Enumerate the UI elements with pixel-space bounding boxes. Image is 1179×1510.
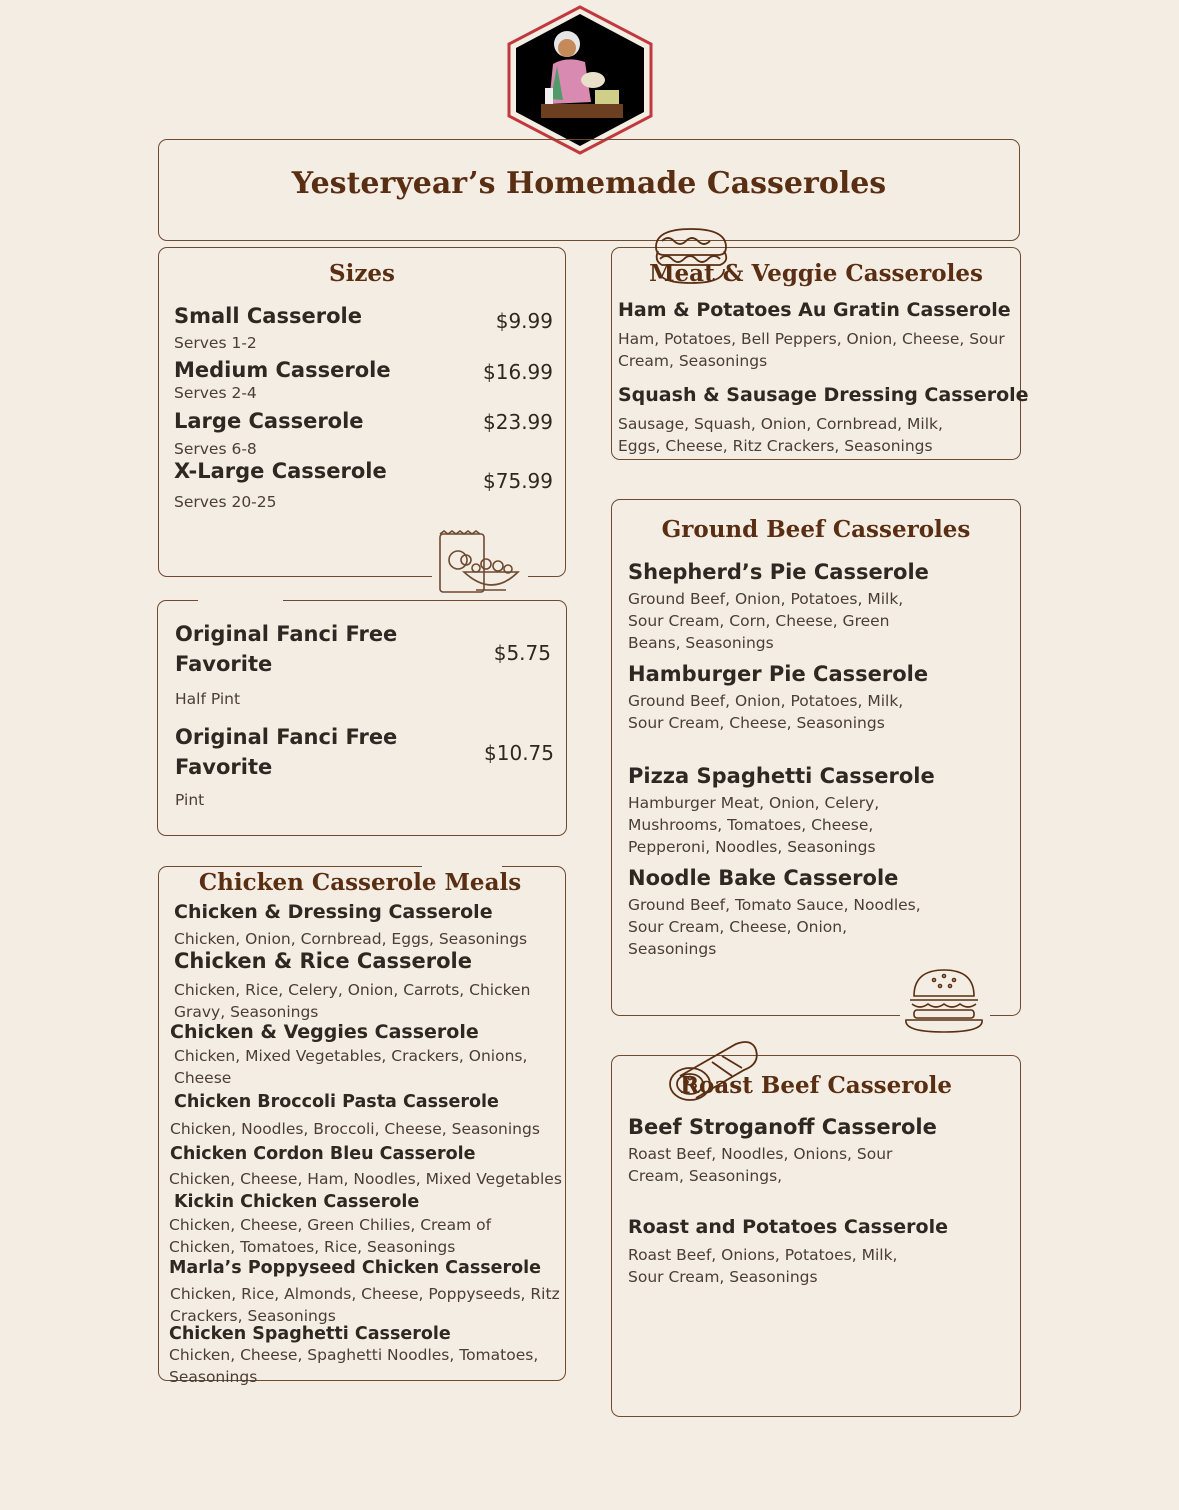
fanci-price: $10.75 <box>484 741 554 765</box>
burger-icon <box>902 966 986 1038</box>
chicken-item-desc: Chicken, Cheese, Ham, Noodles, Mixed Vegetables <box>169 1170 562 1188</box>
fanci-size: Pint <box>175 791 205 809</box>
size-serves: Serves 20-25 <box>174 493 277 511</box>
chicken-item-desc: Chicken, Cheese, Green Chilies, Cream of Chicken, Tomatoes, Rice, Seasonings <box>169 1216 492 1256</box>
chicken-item-desc: Chicken, Rice, Almonds, Cheese, Poppyseeds, Ritz Crackers, Seasonings <box>170 1285 560 1325</box>
ground-beef-item-desc: Ground Beef, Tomato Sauce, Noodles, Sour Cream, Cheese, Onion, Seasonings <box>628 896 921 958</box>
fanci-size: Half Pint <box>175 690 241 708</box>
ground-beef-item-name: Shepherd’s Pie Casserole <box>628 560 929 584</box>
ground-beef-item-name: Noodle Bake Casserole <box>628 866 899 890</box>
chicken-item-name: Marla’s Poppyseed Chicken Casserole <box>169 1258 542 1278</box>
roast-beef-heading: Roast Beef Casserole <box>679 1072 953 1099</box>
chicken-item-desc: Chicken, Rice, Celery, Onion, Carrots, Chicken Gravy, Seasonings <box>174 981 531 1021</box>
roast-beef-item-name: Roast and Potatoes Casserole <box>628 1216 948 1238</box>
ground-beef-item-desc: Ground Beef, Onion, Potatoes, Milk, Sour Cream, Cheese, Seasonings <box>628 692 904 732</box>
size-price: $75.99 <box>483 469 553 493</box>
chicken-item-name: Kickin Chicken Casserole <box>174 1192 420 1212</box>
size-price: $9.99 <box>495 309 553 333</box>
size-serves: Serves 6-8 <box>174 440 257 458</box>
fanci-free-section <box>157 600 567 836</box>
chicken-item-name: Chicken & Dressing Casserole <box>174 901 493 923</box>
size-name: Large Casserole <box>174 409 364 433</box>
chicken-heading: Chicken Casserole Meals <box>198 869 522 896</box>
page-title: Yesteryear’s Homemade Casseroles <box>291 166 887 201</box>
chicken-item-name: Chicken Cordon Bleu Casserole <box>170 1144 476 1164</box>
chicken-item-name: Chicken Broccoli Pasta Casserole <box>174 1092 499 1112</box>
snack-bowl-icon <box>436 528 522 598</box>
size-name: X-Large Casserole <box>174 459 387 483</box>
ground-beef-item-desc: Ground Beef, Onion, Potatoes, Milk, Sour Cream, Corn, Cheese, Green Beans, Seasonings <box>628 590 904 652</box>
ground-beef-heading: Ground Beef Casseroles <box>661 516 971 543</box>
roast-beef-item-desc: Roast Beef, Noodles, Onions, Sour Cream, Seasonings, <box>628 1145 893 1185</box>
size-price: $23.99 <box>483 410 553 434</box>
chicken-item-desc: Chicken, Onion, Cornbread, Eggs, Seasonings <box>174 930 528 948</box>
hotdog-icon <box>648 225 734 287</box>
roast-beef-section <box>611 1055 1021 1417</box>
roast-beef-item-name: Beef Stroganoff Casserole <box>628 1115 937 1139</box>
ground-beef-item-desc: Hamburger Meat, Onion, Celery, Mushrooms, Tomatoes, Cheese, Pepperoni, Noodles, Seasonings <box>628 794 880 856</box>
chicken-item-desc: Chicken, Mixed Vegetables, Crackers, Onions, Cheese <box>174 1047 528 1087</box>
meat-veggie-item-desc: Ham, Potatoes, Bell Peppers, Onion, Cheese, Sour Cream, Seasonings <box>618 330 1005 370</box>
burrito-icon <box>666 1036 762 1104</box>
meat-veggie-heading: Meat & Veggie Casseroles <box>649 260 983 287</box>
meat-veggie-item-desc: Sausage, Squash, Onion, Cornbread, Milk, Eggs, Cheese, Ritz Crackers, Seasonings <box>618 415 943 455</box>
ground-beef-item-name: Pizza Spaghetti Casserole <box>628 764 935 788</box>
ground-beef-section <box>611 499 1021 1016</box>
size-serves: Serves 2-4 <box>174 384 257 402</box>
chicken-section <box>158 866 566 1386</box>
size-serves: Serves 1-2 <box>174 334 257 352</box>
chicken-item-name: Chicken Spaghetti Casserole <box>169 1324 451 1344</box>
fanci-name: Original Fanci Free Favorite <box>175 725 398 779</box>
size-name: Small Casserole <box>174 304 362 328</box>
chicken-item-desc: Chicken, Cheese, Spaghetti Noodles, Tomatoes, Seasonings <box>169 1346 539 1386</box>
size-name: Medium Casserole <box>174 358 391 382</box>
meat-veggie-item-name: Ham & Potatoes Au Gratin Casserole <box>618 299 1011 321</box>
meat-veggie-item-name: Squash & Sausage Dressing Casserole <box>618 384 1029 406</box>
fanci-name: Original Fanci Free Favorite <box>175 622 398 676</box>
chicken-item-name: Chicken & Veggies Casserole <box>170 1021 479 1043</box>
grandma-cooking-logo <box>505 4 655 156</box>
sizes-heading: Sizes <box>329 260 395 287</box>
size-price: $16.99 <box>483 360 553 384</box>
chicken-item-desc: Chicken, Noodles, Broccoli, Cheese, Seasonings <box>170 1120 540 1138</box>
fanci-price: $5.75 <box>493 641 551 665</box>
chicken-item-name: Chicken & Rice Casserole <box>174 949 472 973</box>
roast-beef-item-desc: Roast Beef, Onions, Potatoes, Milk, Sour Cream, Seasonings <box>628 1246 898 1286</box>
ground-beef-item-name: Hamburger Pie Casserole <box>628 662 929 686</box>
title-banner <box>158 139 1020 241</box>
